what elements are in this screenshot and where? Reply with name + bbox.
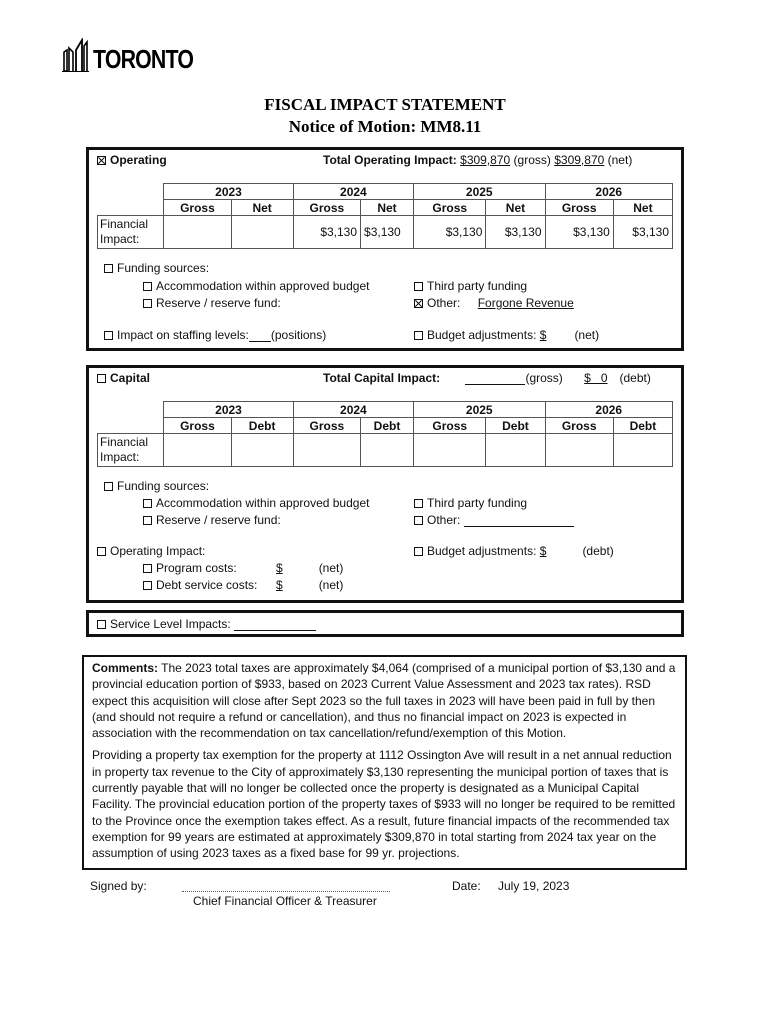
table-cell[interactable]: $3,130 [293,216,360,249]
debt-value: $ 0 [584,371,608,385]
col-header: Net [613,200,672,216]
col-header: Gross [545,418,613,434]
label: Funding sources: [117,261,210,275]
col-header: Gross [545,200,613,216]
checkbox[interactable] [143,299,152,308]
suffix: (net) [318,578,344,592]
checkbox[interactable] [143,516,152,525]
col-header: Gross [293,200,360,216]
document-title: FISCAL IMPACT STATEMENT [264,95,506,114]
service-level-row[interactable] [97,617,316,631]
label: Service Level Impacts: [110,617,231,631]
total-operating-net: $309,870 [554,153,605,167]
checkbox[interactable] [143,564,152,573]
table-cell[interactable] [414,434,486,467]
capital-checkbox[interactable] [97,374,106,383]
col-header: Net [231,200,293,216]
label: Budget adjustments: [427,328,537,342]
gross-suffix: (gross) [525,371,563,385]
table-cell[interactable] [613,434,672,467]
op-funding-sources[interactable] [104,261,209,275]
other-value: Forgone Revenue [477,296,574,310]
operating-checkbox[interactable] [97,156,106,165]
row-label [98,216,164,249]
operating-impact-table [97,183,673,249]
gross-blank [465,373,525,385]
suffix: (positions) [270,328,327,342]
checkbox[interactable] [414,331,423,340]
table-cell[interactable] [164,216,231,249]
label: Third party funding [427,279,528,293]
label: Debt service costs: [156,578,258,592]
checkbox[interactable] [104,264,113,273]
debt-suffix: (debt) [619,371,651,385]
operating-checkbox-row[interactable] [97,153,167,167]
table-cell[interactable] [231,434,293,467]
capital-checkbox-row[interactable] [97,371,150,385]
row-label-line2: Impact: [100,232,140,246]
city-hall-icon [62,38,90,72]
label: Operating Impact: [110,544,206,558]
label: Third party funding [427,496,528,510]
cap-third-party[interactable] [414,496,527,510]
cap-other[interactable] [414,513,574,527]
table-cell[interactable] [231,216,293,249]
cap-operating-impact[interactable] [97,544,205,558]
col-header: Debt [486,418,545,434]
table-cell[interactable]: $3,130 [613,216,672,249]
cap-reserve[interactable] [143,513,281,527]
checkbox[interactable] [414,516,423,525]
checkbox[interactable] [414,299,423,308]
table-cell[interactable] [545,434,613,467]
checkbox[interactable] [414,499,423,508]
suffix: (net) [574,328,600,342]
signature-line[interactable] [182,891,390,892]
col-header: Gross [164,418,231,434]
toronto-logo [62,38,215,72]
checkbox[interactable] [143,282,152,291]
checkbox[interactable] [414,547,423,556]
comments-paragraph-2: Providing a property tax exemption for the property at 1112 Ossington Ave will result in a net annual reduction in property tax revenue to the City of approximately $3,130 representing the municipal portion of taxes that is currently payable that will no longer be collected once the property is designated as a Municipal Capital Facility. The provincial education portion of the property taxes of $933 will no longer be required to be remitted to the Province once the exemption takes effect. As a result, future financial impacts of the recommended tax exemption for 99 years are estimated at approximately $309,870 in total starting from 2024 tax year on the assumption of using 2023 taxes as a fixed base for 99 yr. projections. [92,748,676,861]
col-header: Gross [414,200,486,216]
total-operating-gross: $309,870 [460,153,511,167]
cap-debt-service[interactable] [143,578,257,592]
operating-label: Operating [110,153,167,167]
col-header: Debt [613,418,672,434]
label: Program costs: [156,561,237,575]
op-other[interactable] [414,296,594,310]
table-cell[interactable] [486,434,545,467]
total-operating-impact [323,153,632,167]
cap-funding-sources[interactable] [104,479,209,493]
cap-program-costs[interactable] [143,561,237,575]
col-header: Gross [293,418,360,434]
row-label-line1: Financial [100,217,149,231]
cap-budget-adj[interactable] [414,544,614,558]
year-header: 2023 [164,402,293,418]
op-accommodation[interactable] [143,279,369,293]
total-capital-label: Total Capital Impact: [323,371,441,385]
table-cell[interactable]: $3,130 [414,216,486,249]
col-header: Net [486,200,545,216]
capital-label: Capital [110,371,151,385]
blank-corner [98,184,164,200]
net-suffix: (net) [607,153,633,167]
debt-service-value [276,578,343,592]
comments-label: Comments: [92,661,159,675]
blank-line [249,330,271,342]
checkbox[interactable] [143,499,152,508]
label: Other: [427,513,461,527]
gross-suffix: (gross) [513,153,551,167]
suffix: (net) [318,561,344,575]
op-budget-adj[interactable] [414,328,599,342]
col-header: Gross [414,418,486,434]
row-label-line2: Impact: [100,450,140,464]
label: Funding sources: [117,479,210,493]
label: Budget adjustments: [427,544,537,558]
suffix: (debt) [582,544,614,558]
document-subtitle: Notice of Motion: MM8.11 [288,117,482,136]
row-label [98,434,164,467]
total-capital-impact [323,371,673,385]
blank-corner [98,402,164,418]
label: Reserve / reserve fund: [156,513,281,527]
table-cell[interactable] [293,434,360,467]
year-header: 2024 [293,402,413,418]
comments-text: The 2023 total taxes are approximately $4,064 (comprised of a municipal portion of $3,130 and a provincial education portion of $933, based on 2023 Current Value Assessment and 2023 tax rates). RSD expect this acquisition will close after Sept 2023 so the full taxes in 2023 will have been paid in full by then (and should not require a refund or cancellation), and thus no financial impact on 2023 is expected in association with the recommendation on tax cancellation/refund/exemption of this Motion. [92,661,676,741]
date-value: July 19, 2023 [498,879,570,893]
blank-line [234,619,316,631]
operating-section [86,147,684,351]
col-header: Net [361,200,414,216]
cap-accommodation[interactable] [143,496,369,510]
label: Accommodation within approved budget [156,279,370,293]
signed-by-label: Signed by: [90,879,147,893]
label: Other: [427,296,461,310]
year-header: 2026 [545,402,672,418]
table-cell[interactable]: $3,130 [545,216,613,249]
col-header: Gross [164,200,231,216]
comments-section [82,655,687,870]
year-header: 2025 [414,402,546,418]
label: Accommodation within approved budget [156,496,370,510]
blank-corner [98,200,164,216]
date-label: Date: [452,879,481,893]
dollar: $ [539,544,547,558]
dollar: $ [276,561,283,575]
checkbox[interactable] [97,620,106,629]
checkbox[interactable] [104,482,113,491]
label: Impact on staffing levels: [117,328,249,342]
checkbox[interactable] [143,581,152,590]
table-cell[interactable] [361,434,414,467]
program-costs-value [276,561,343,575]
col-header: Debt [361,418,414,434]
table-cell[interactable]: $3,130 [361,216,414,249]
col-header: Debt [231,418,293,434]
year-header: 2024 [293,184,413,200]
op-staffing[interactable] [104,328,326,342]
op-third-party[interactable] [414,279,527,293]
signer-title: Chief Financial Officer & Treasurer [193,894,377,908]
checkbox[interactable] [97,547,106,556]
comments-paragraph-1 [92,660,678,741]
year-header: 2023 [164,184,293,200]
logo-wordmark: TORONTO [93,44,194,74]
table-cell[interactable]: $3,130 [486,216,545,249]
checkbox[interactable] [414,282,423,291]
dollar: $ [276,578,283,592]
capital-impact-table [97,401,673,467]
year-header: 2025 [414,184,546,200]
other-blank [464,515,574,527]
op-reserve[interactable] [143,296,281,310]
dollar: $ [539,328,547,342]
total-operating-label: Total Operating Impact: [323,153,457,167]
table-cell[interactable] [164,434,231,467]
year-header: 2026 [545,184,672,200]
row-label-line1: Financial [100,435,149,449]
blank-corner [98,418,164,434]
label: Reserve / reserve fund: [156,296,281,310]
checkbox[interactable] [104,331,113,340]
